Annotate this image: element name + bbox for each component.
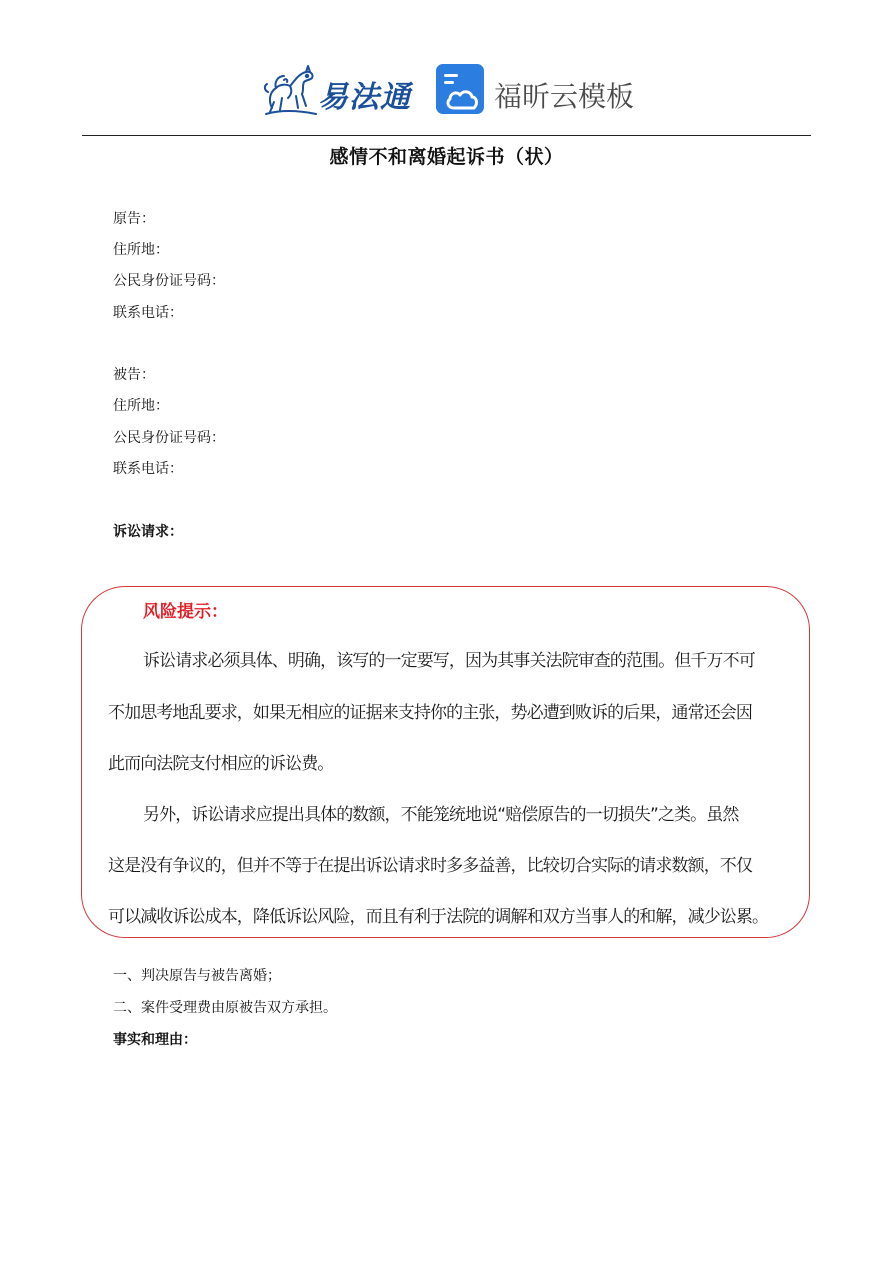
efatong-logo-text: 易法通 xyxy=(318,80,411,115)
risk-notice-title: 风险提示： xyxy=(143,602,228,622)
claim-item-2: 二、案件受理费由原被告双方承担。 xyxy=(113,1000,337,1016)
claim-item-1: 一、判决原告与被告离婚； xyxy=(113,968,281,984)
facts-heading: 事实和理由： xyxy=(113,1032,197,1048)
document-title: 感情不和离婚起诉书（状） xyxy=(329,146,564,168)
fuxin-logo xyxy=(436,64,636,118)
risk-paragraph-2-line-2: 这是没有争议的，但并不等于在提出诉讼请求时多多益善，比较切合实际的请求数额，不仅 xyxy=(108,856,752,876)
risk-paragraph-1-line-2: 不加思考地乱要求，如果无相应的证据来支持你的主张，势必遭到败诉的后果，通常还会因 xyxy=(108,703,752,723)
page-header xyxy=(0,58,893,124)
plaintiff-id-label: 公民身份证号码： xyxy=(113,273,225,289)
defendant-label: 被告： xyxy=(113,367,155,383)
document-cloud-icon xyxy=(436,64,486,116)
plaintiff-label: 原告： xyxy=(113,211,155,227)
defendant-address-label: 住所地： xyxy=(113,398,169,414)
risk-paragraph-1-line-3: 此而向法院支付相应的诉讼费。 xyxy=(108,754,334,774)
plaintiff-phone-label: 联系电话： xyxy=(113,305,183,321)
defendant-phone-label: 联系电话： xyxy=(113,461,183,477)
risk-paragraph-2-line-1: 另外，诉讼请求应提出具体的数额，不能笼统地说“赔偿原告的一切损失”之类。虽然 xyxy=(143,805,739,825)
qilin-emblem-icon xyxy=(262,62,320,118)
defendant-id-label: 公民身份证号码： xyxy=(113,430,225,446)
risk-paragraph-2-line-3: 可以减收诉讼成本，降低诉讼风险，而且有利于法院的调解和双方当事人的和解，减少讼累。 xyxy=(108,907,769,927)
efatong-logo xyxy=(262,62,414,118)
risk-paragraph-1-line-1: 诉讼请求必须具体、明确，该写的一定要写，因为其事关法院审查的范围。但千万不可 xyxy=(143,651,755,671)
header-divider xyxy=(82,135,811,136)
claims-heading: 诉讼请求： xyxy=(113,524,183,540)
plaintiff-address-label: 住所地： xyxy=(113,242,169,258)
fuxin-logo-text: 福昕云模板 xyxy=(494,80,635,113)
